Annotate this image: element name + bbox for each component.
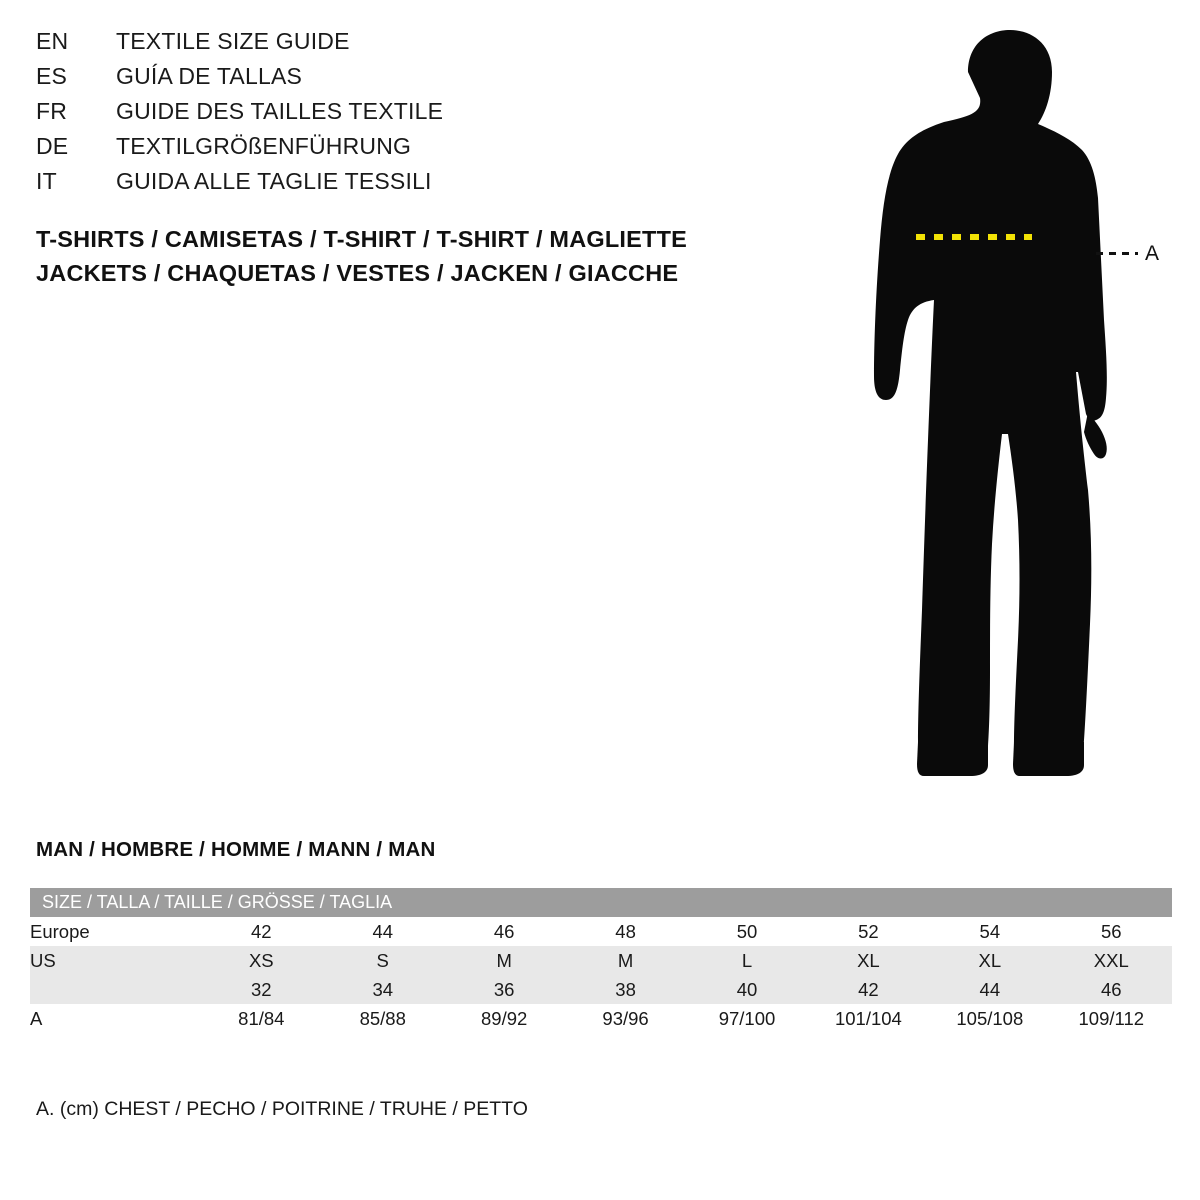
table-cell: 36 xyxy=(443,975,564,1004)
language-title: TEXTILE SIZE GUIDE xyxy=(116,28,350,54)
row-label: A xyxy=(30,1004,201,1033)
table-cell: 42 xyxy=(201,917,322,946)
table-cell: 44 xyxy=(322,917,443,946)
category-list xyxy=(36,222,796,290)
table-cell: 97/100 xyxy=(686,1004,807,1033)
row-label: Europe xyxy=(30,917,201,946)
row-label: US xyxy=(30,946,201,975)
language-title: GUIDA ALLE TAGLIE TESSILI xyxy=(116,168,432,194)
language-code: EN xyxy=(36,28,69,54)
table-cell: XL xyxy=(929,946,1050,975)
language-title: TEXTILGRÖßENFÜHRUNG xyxy=(116,133,412,159)
man-section-title: MAN / HOMBRE / HOMME / MANN / MAN xyxy=(36,838,436,861)
table-cell: XS xyxy=(201,946,322,975)
table-cell: 56 xyxy=(1051,917,1172,946)
man-silhouette-icon xyxy=(820,20,1180,790)
measure-label-a: A xyxy=(1145,242,1160,265)
table-cell: 54 xyxy=(929,917,1050,946)
language-list xyxy=(36,28,756,203)
table-cell: 42 xyxy=(808,975,929,1004)
body-silhouette-figure xyxy=(820,20,1180,790)
language-title: GUÍA DE TALLAS xyxy=(116,63,303,89)
table-row xyxy=(30,917,1172,946)
table-row xyxy=(30,975,1172,1004)
category-tshirts: T-SHIRTS / CAMISETAS / T-SHIRT / T-SHIRT / MAGLIETTE xyxy=(36,226,687,252)
table-cell: 50 xyxy=(686,917,807,946)
table-cell: L xyxy=(686,946,807,975)
language-row xyxy=(36,168,756,203)
table-cell: 46 xyxy=(443,917,564,946)
language-row xyxy=(36,133,756,168)
table-header-row xyxy=(30,888,1172,917)
table-cell: 38 xyxy=(565,975,686,1004)
table-cell: M xyxy=(565,946,686,975)
man-size-table xyxy=(30,888,1172,1033)
table-cell: 48 xyxy=(565,917,686,946)
category-jackets: JACKETS / CHAQUETAS / VESTES / JACKEN / GIACCHE xyxy=(36,260,679,286)
language-row xyxy=(36,98,756,133)
language-row xyxy=(36,28,756,63)
table-row xyxy=(30,946,1172,975)
language-code: ES xyxy=(36,63,68,89)
language-code: IT xyxy=(36,168,57,194)
table-cell: 105/108 xyxy=(929,1004,1050,1033)
row-label xyxy=(30,975,201,1004)
table-cell: 93/96 xyxy=(565,1004,686,1033)
language-row xyxy=(36,63,756,98)
table-cell: S xyxy=(322,946,443,975)
table-cell: 81/84 xyxy=(201,1004,322,1033)
table-cell: 85/88 xyxy=(322,1004,443,1033)
table-cell: 46 xyxy=(1051,975,1172,1004)
table-cell: 40 xyxy=(686,975,807,1004)
table-cell: 52 xyxy=(808,917,929,946)
language-code: DE xyxy=(36,133,69,159)
table-cell: XXL xyxy=(1051,946,1172,975)
measure-leader-line xyxy=(1096,252,1138,255)
table-cell: 32 xyxy=(201,975,322,1004)
table-cell: 109/112 xyxy=(1051,1004,1172,1033)
table-cell: 89/92 xyxy=(443,1004,564,1033)
table-cell: 101/104 xyxy=(808,1004,929,1033)
footnote-chest-measure: A. (cm) CHEST / PECHO / POITRINE / TRUHE / PETTO xyxy=(36,1098,528,1120)
table-cell: 44 xyxy=(929,975,1050,1004)
language-title: GUIDE DES TAILLES TEXTILE xyxy=(116,98,444,124)
table-cell: XL xyxy=(808,946,929,975)
table-row xyxy=(30,1004,1172,1033)
language-code: FR xyxy=(36,98,68,124)
table-cell: 34 xyxy=(322,975,443,1004)
table-cell: M xyxy=(443,946,564,975)
table-header-label: SIZE / TALLA / TAILLE / GRÖSSE / TAGLIA xyxy=(30,888,1172,917)
